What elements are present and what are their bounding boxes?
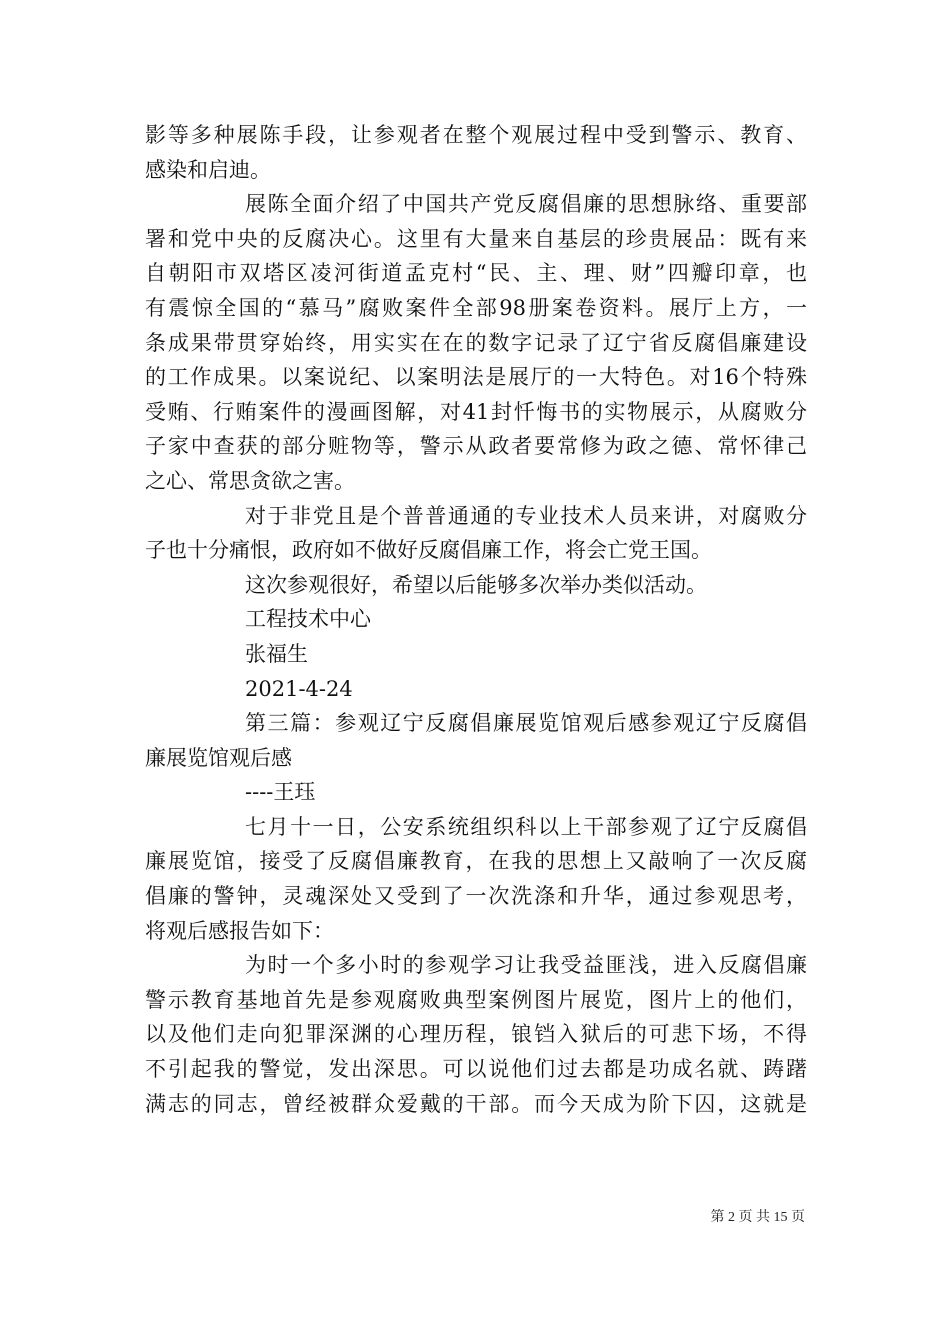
signature-date: 2021-4-24 xyxy=(245,676,353,701)
text-line: 感染和启迪。 xyxy=(145,157,271,182)
paragraph-4 xyxy=(145,810,807,948)
text-line: 自朝阳市双塔区凌河街道孟克村“民、主、理、财”四瓣印章，也 xyxy=(145,261,807,286)
text-line: 之心、常思贪欲之害。 xyxy=(145,468,355,493)
paragraph-5 xyxy=(145,948,807,1121)
section-heading xyxy=(145,706,807,775)
document-body xyxy=(145,118,807,1121)
text-line: 对于非党且是个普普通通的专业技术人员来讲，对腐败分 xyxy=(245,503,807,528)
text-line: 子家中查获的部分赃物等，警示从政者要常修为政之德、常怀律己 xyxy=(145,434,807,459)
paragraph-1 xyxy=(145,118,807,187)
author-line: ----王珏 xyxy=(245,780,316,805)
text-line: 影等多种展陈手段，让参观者在整个观展过程中受到警示、教育、 xyxy=(145,123,807,147)
paragraph-2 xyxy=(145,187,807,498)
text-line: 廉展览馆，接受了反腐倡廉教育，在我的思想上又敲响了一次反腐 xyxy=(145,849,807,874)
text-line: 不引起我的警觉，发出深思。可以说他们过去都是功成名就、踌躇 xyxy=(145,1057,807,1082)
text-line: 第三篇：参观辽宁反腐倡廉展览馆观后感参观辽宁反腐倡 xyxy=(245,711,807,736)
text-line: 展陈全面介绍了中国共产党反腐倡廉的思想脉络、重要部 xyxy=(245,192,807,217)
paragraph-3 xyxy=(145,499,807,568)
closing-remark: 这次参观很好，希望以后能够多次举办类似活动。 xyxy=(245,572,707,597)
text-line: 有震惊全国的“慕马”腐败案件全部98册案卷资料。展厅上方，一 xyxy=(145,295,807,320)
text-line: 廉展览馆观后感 xyxy=(145,745,292,770)
text-line: 以及他们走向犯罪深渊的心理历程，锒铛入狱后的可悲下场，不得 xyxy=(145,1022,807,1047)
text-line: 的工作成果。以案说纪、以案明法是展厅的一大特色。对16个特殊 xyxy=(145,365,807,390)
text-line: 满志的同志，曾经被群众爱戴的干部。而今天成为阶下囚，这就是 xyxy=(145,1091,807,1116)
signature-name: 张福生 xyxy=(245,641,308,666)
text-line: 为时一个多小时的参观学习让我受益匪浅，进入反腐倡廉 xyxy=(245,953,807,978)
text-line: 将观后感报告如下： xyxy=(145,918,334,943)
text-line: 子也十分痛恨，政府如不做好反腐倡廉工作，将会亡党王国。 xyxy=(145,538,712,563)
text-line: 条成果带贯穿始终，用实实在在的数字记录了辽宁省反腐倡廉建设 xyxy=(145,330,807,355)
text-line: 受贿、行贿案件的漫画图解，对41封忏悔书的实物展示，从腐败分 xyxy=(145,399,807,424)
page-number: 第 2 页 共 15 页 xyxy=(710,1210,805,1225)
text-line: 警示教育基地首先是参观腐败典型案例图片展览，图片上的他们， xyxy=(145,987,807,1012)
text-line: 倡廉的警钟，灵魂深处又受到了一次洗涤和升华，通过参观思考， xyxy=(145,884,807,909)
text-line: 七月十一日，公安系统组织科以上干部参观了辽宁反腐倡 xyxy=(245,814,807,839)
text-line: 署和党中央的反腐决心。这里有大量来自基层的珍贵展品：既有来 xyxy=(145,226,807,251)
signature-department: 工程技术中心 xyxy=(245,607,371,632)
